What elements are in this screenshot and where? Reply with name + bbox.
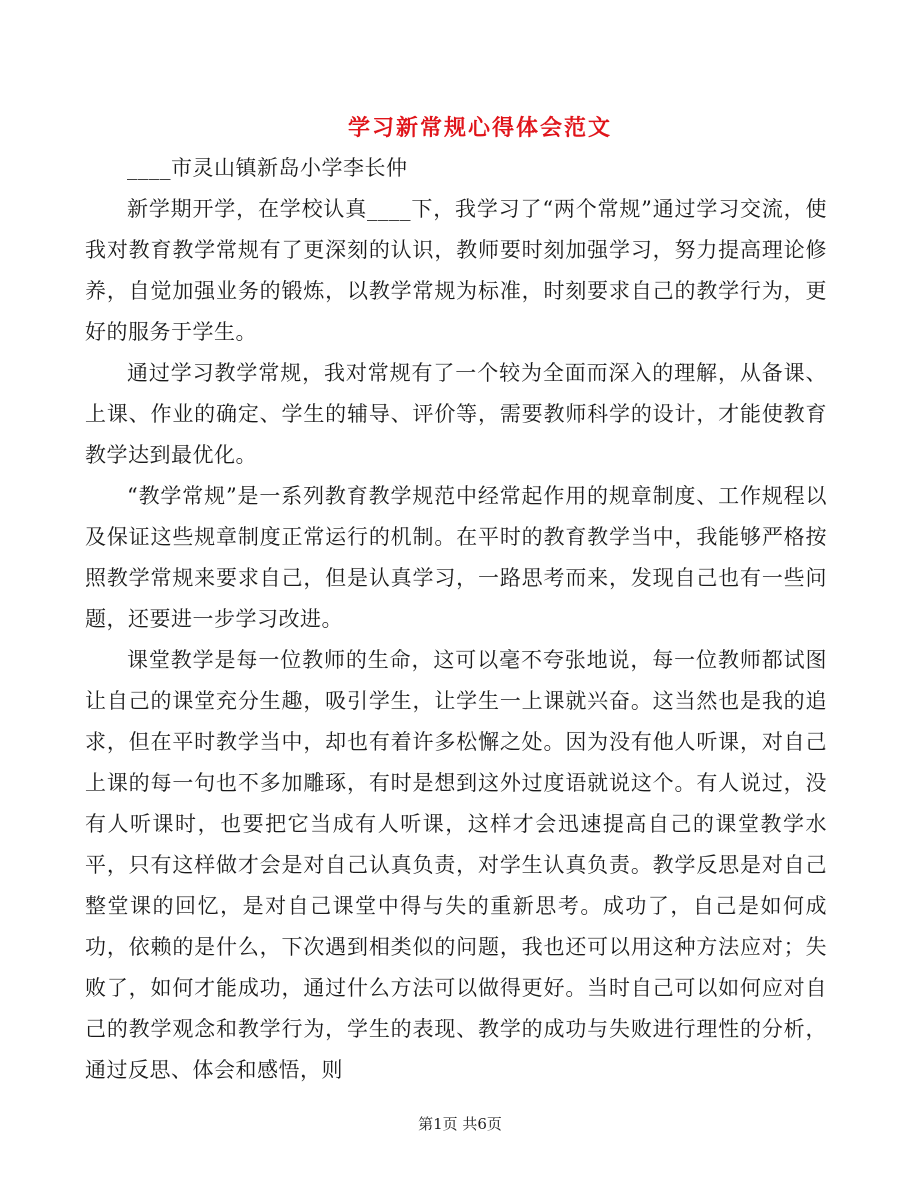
document-title: 学习新常规心得体会范文 [347, 115, 612, 141]
page-number: 第1页 共6页 [418, 1115, 502, 1133]
paragraph: 新学期开学，在学校认真____下，我学习了“两个常规”通过学习交流，使我对教育教学常规有了更深刻的认识，教师要时刻加强学习，努力提高理论修养，自觉加强业务的锻炼，以教学常规为标准，时刻要求自己的教学行为，更好的服务于学生。 [85, 197, 827, 344]
author-line: ____市灵山镇新岛小学李长仲 [127, 156, 408, 180]
paragraph: 通过学习教学常规，我对常规有了一个较为全面而深入的理解，从备课、上课、作业的确定、学生的辅导、评价等，需要教师科学的设计，才能使教育教学达到最优化。 [85, 361, 827, 467]
paragraph: “教学常规”是一系列教育教学规范中经常起作用的规章制度、工作规程以及保证这些规章制度正常运行的机制。在平时的教育教学当中，我能够严格按照教学常规来要求自己，但是认真学习，一路思考而来，发现自己也有一些问题，还要进一步学习改进。 [85, 484, 827, 631]
paragraph: 课堂教学是每一位教师的生命，这可以毫不夸张地说，每一位教师都试图让自己的课堂充分生趣，吸引学生，让学生一上课就兴奋。这当然也是我的追求，但在平时教学当中，却也有着许多松懈之处。因为没有他人听课，对自己上课的每一句也不多加雕琢，有时是想到这外过度语就说这个。有人说过，没有人听课时，也要把它当成有人听课，这样才会迅速提高自己的课堂教学水平，只有这样做才会是对自己认真负责，对学生认真负责。教学反思是对自己整堂课的回忆，是对自己课堂中得与失的重新思考。成功了，自己是如何成功，依赖的是什么，下次遇到相类似的问题，我也还可以用这种方法应对；失败了，如何才能成功，通过什么方法可以做得更好。当时自己可以如何应对自己的教学观念和教学行为，学生的表现、教学的成功与失败进行理性的分析，通过反思、体会和感悟，则 [85, 648, 827, 1082]
document-body [85, 148, 827, 1091]
